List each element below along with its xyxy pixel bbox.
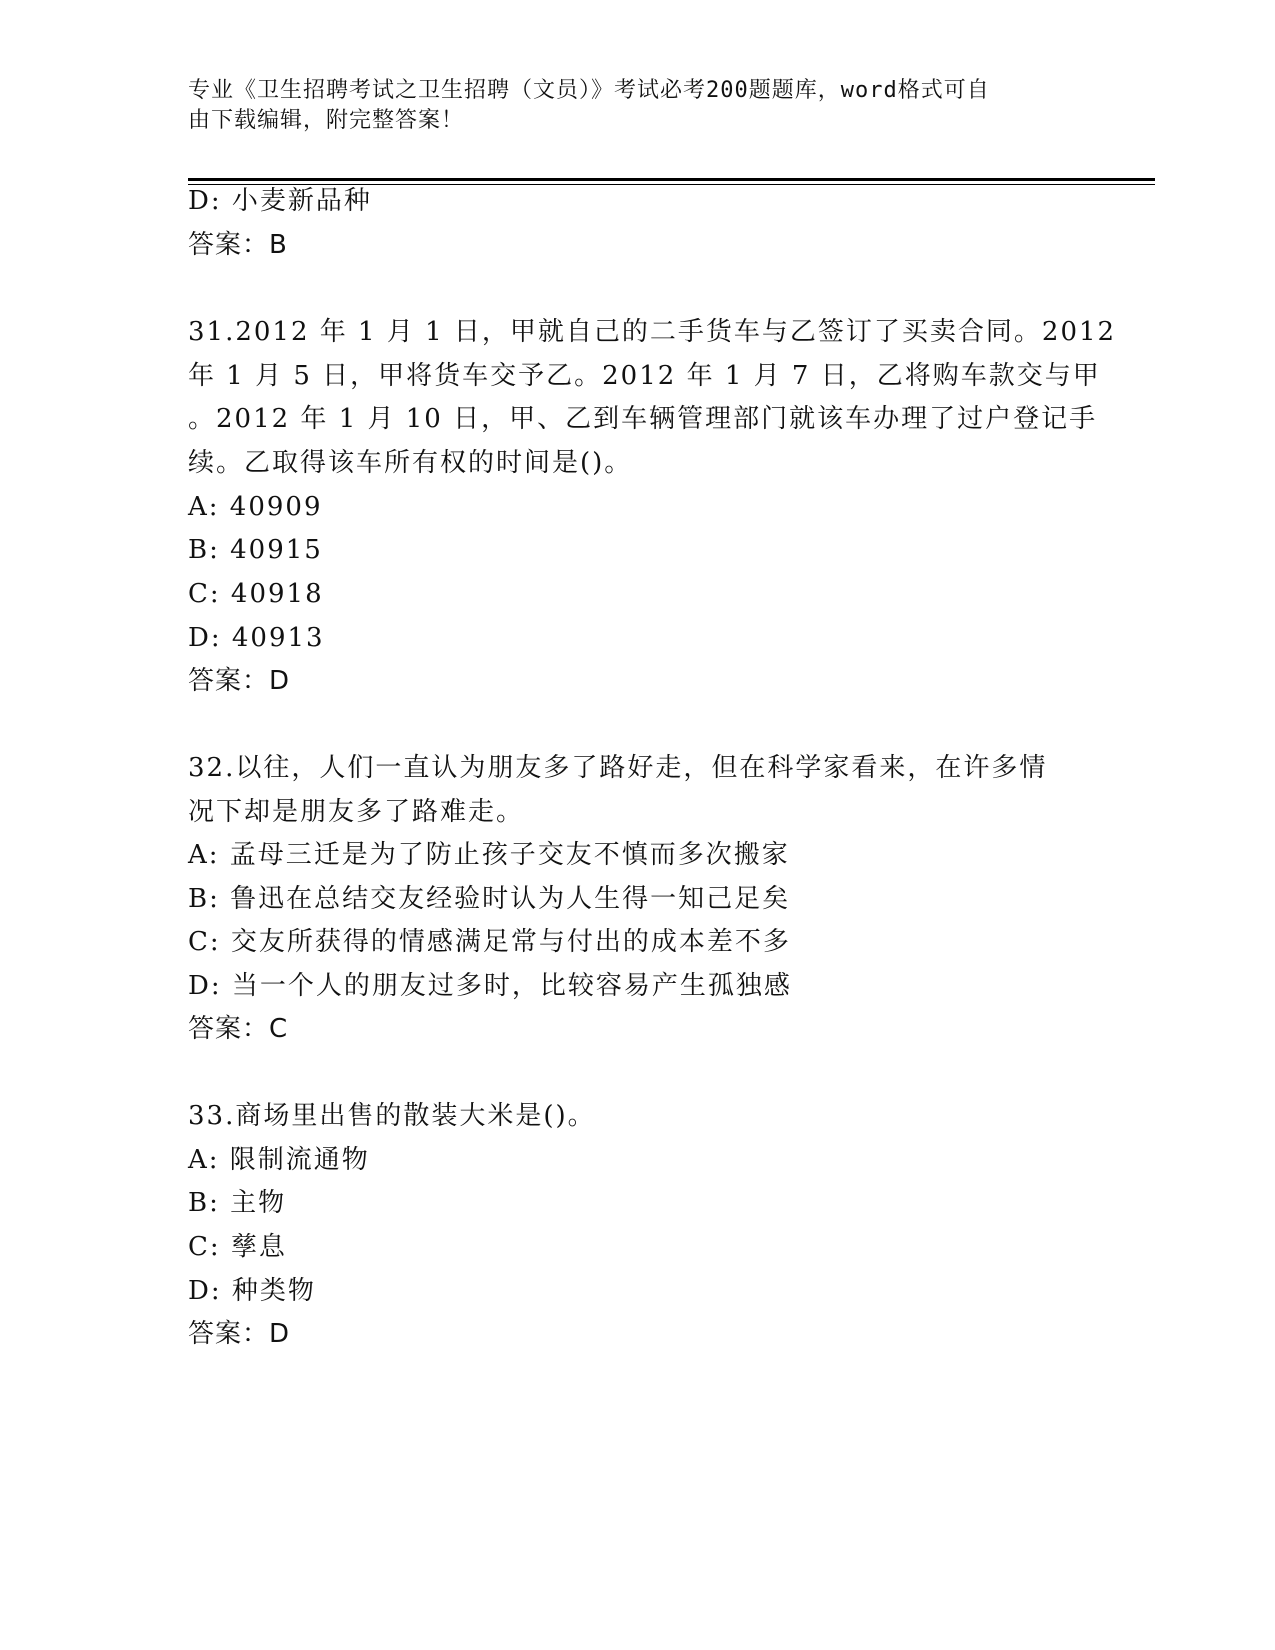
q31-option-a: A: 40909 xyxy=(188,492,323,522)
q33-option-a: A: 限制流通物 xyxy=(188,1145,370,1175)
q33-option-c: C: 孳息 xyxy=(188,1232,287,1262)
header-line-1: 专业《卫生招聘考试之卫生招聘（文员）》考试必考200题题库，word格式可自 xyxy=(188,78,990,103)
header-line-2: 由下载编辑，附完整答案！ xyxy=(188,108,465,133)
header-divider-thick xyxy=(188,178,1155,181)
q32-answer: 答案：C xyxy=(188,1014,289,1044)
prev-option-d: D: 小麦新品种 xyxy=(188,186,372,216)
q31-option-d: D: 40913 xyxy=(188,623,325,653)
q31-stem-line-1: 31.2012 年 1 月 1 日，甲就自己的二手货车与乙签订了买卖合同。2012 xyxy=(188,317,1117,347)
q32-option-c: C: 交友所获得的情感满足常与付出的成本差不多 xyxy=(188,927,791,957)
q32-stem-line-1: 32.以往，人们一直认为朋友多了路好走，但在科学家看来，在许多情 xyxy=(188,753,1048,783)
q31-answer: 答案：D xyxy=(188,666,291,696)
q33-stem-line-1: 33.商场里出售的散装大米是()。 xyxy=(188,1101,596,1131)
document-header xyxy=(188,76,1068,136)
prev-answer: 答案：B xyxy=(188,230,288,260)
q31-option-b: B: 40915 xyxy=(188,535,323,565)
q31-stem-line-4: 续。乙取得该车所有权的时间是()。 xyxy=(188,448,633,478)
q31-option-c: C: 40918 xyxy=(188,579,324,609)
q32-option-b: B: 鲁迅在总结交友经验时认为人生得一知己足矣 xyxy=(188,884,791,914)
q31-stem-line-2: 年 1 月 5 日，甲将货车交予乙。2012 年 1 月 7 日，乙将购车款交与甲 xyxy=(188,361,1101,391)
q32-option-d: D: 当一个人的朋友过多时，比较容易产生孤独感 xyxy=(188,971,792,1001)
q32-option-a: A: 孟母三迁是为了防止孩子交友不慎而多次搬家 xyxy=(188,840,790,870)
q33-answer: 答案：D xyxy=(188,1319,291,1349)
q32-stem-line-2: 况下却是朋友多了路难走。 xyxy=(188,797,525,827)
q31-stem-line-3: 。2012 年 1 月 10 日，甲、乙到车辆管理部门就该车办理了过户登记手 xyxy=(188,404,1098,434)
q33-option-d: D: 种类物 xyxy=(188,1276,316,1306)
q33-option-b: B: 主物 xyxy=(188,1188,287,1218)
